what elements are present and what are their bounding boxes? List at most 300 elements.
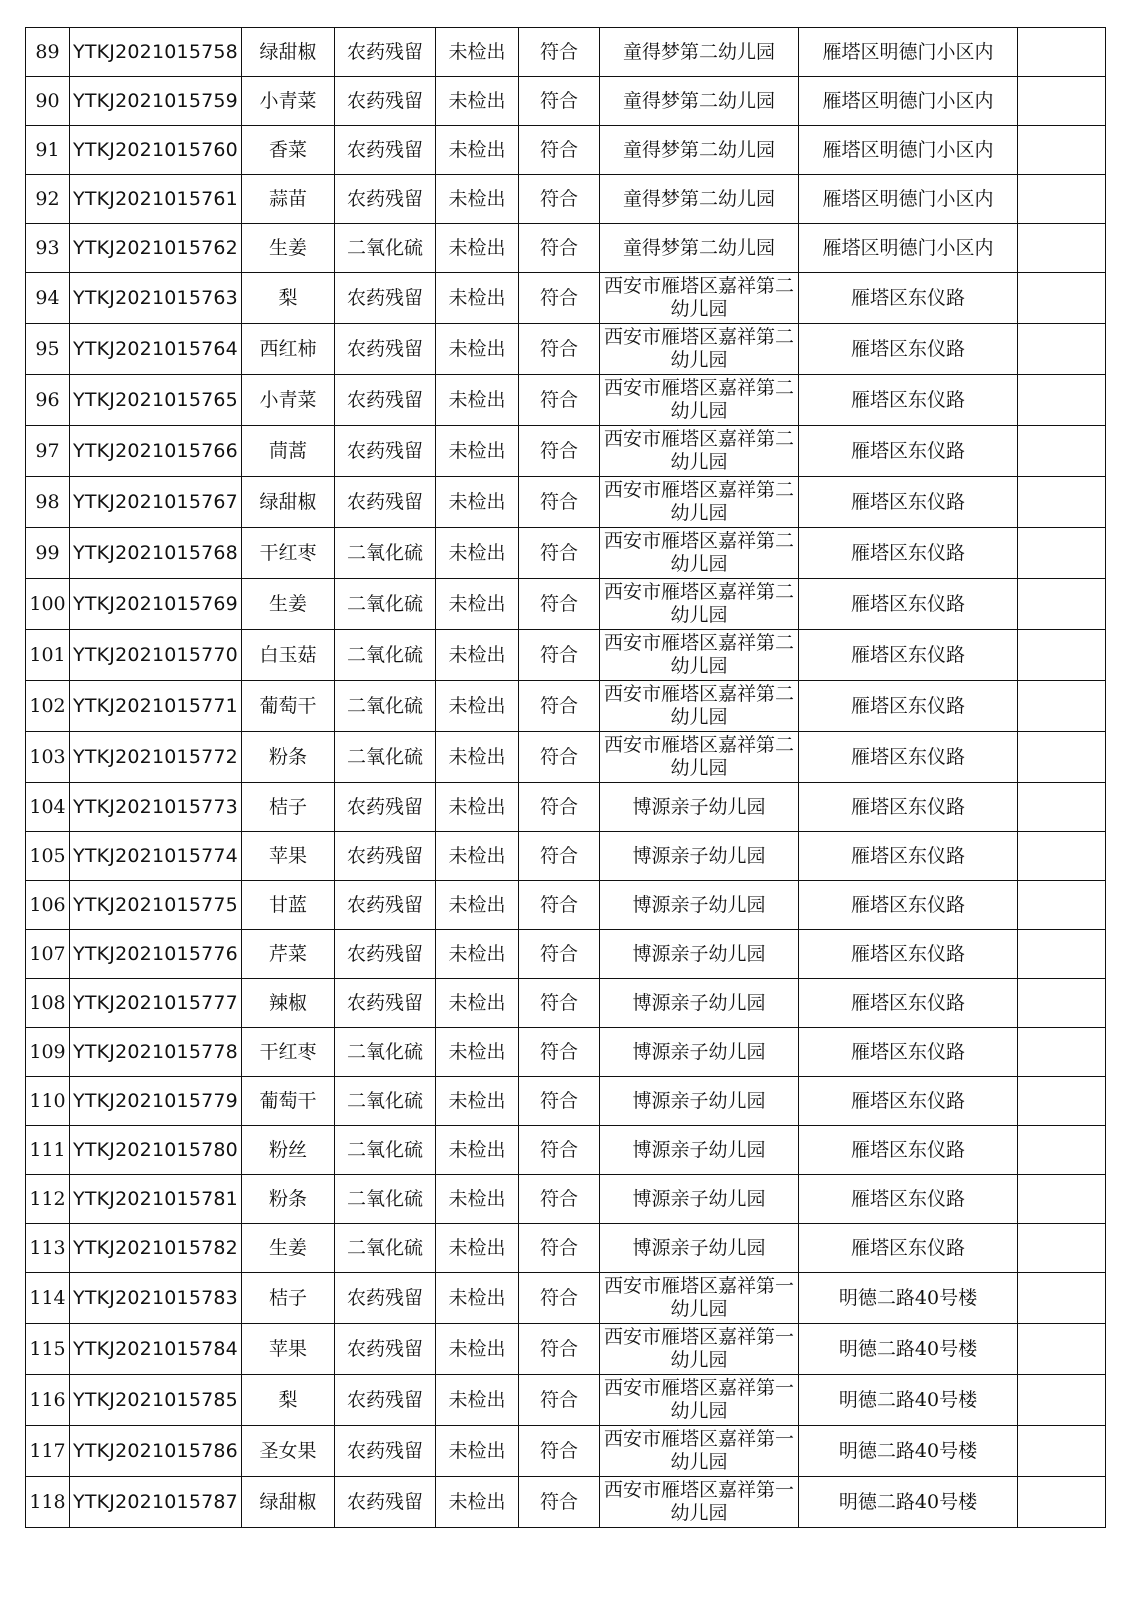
table-row <box>26 426 1106 477</box>
unit-address-cell: 雁塔区东仪路 <box>799 832 1018 881</box>
sampled-unit-cell: 童得梦第二幼儿园 <box>600 126 799 175</box>
row-number-cell: 89 <box>26 28 70 77</box>
remark-cell <box>1018 881 1106 930</box>
test-item-cell: 农药残留 <box>335 273 436 324</box>
test-result-cell: 未检出 <box>436 783 519 832</box>
sample-code-cell: YTKJ2021015762 <box>70 224 242 273</box>
sampled-unit-cell: 西安市雁塔区嘉祥第一幼儿园 <box>600 1426 799 1477</box>
conclusion-cell: 符合 <box>519 832 600 881</box>
row-number-cell: 92 <box>26 175 70 224</box>
sampled-unit-cell: 博源亲子幼儿园 <box>600 832 799 881</box>
table-row <box>26 579 1106 630</box>
sampled-unit-cell: 博源亲子幼儿园 <box>600 979 799 1028</box>
sampled-unit-cell: 西安市雁塔区嘉祥第二幼儿园 <box>600 426 799 477</box>
test-item-cell: 农药残留 <box>335 930 436 979</box>
sample-name-cell: 香菜 <box>242 126 335 175</box>
row-number-cell: 100 <box>26 579 70 630</box>
sample-name-cell: 茼蒿 <box>242 426 335 477</box>
table-row <box>26 1224 1106 1273</box>
sample-code-cell: YTKJ2021015760 <box>70 126 242 175</box>
sampled-unit-cell: 博源亲子幼儿园 <box>600 1224 799 1273</box>
table-row <box>26 783 1106 832</box>
inspection-results-table <box>25 27 1106 1528</box>
unit-address-cell: 雁塔区东仪路 <box>799 930 1018 979</box>
sample-code-cell: YTKJ2021015767 <box>70 477 242 528</box>
sample-name-cell: 苹果 <box>242 832 335 881</box>
sample-name-cell: 干红枣 <box>242 1028 335 1077</box>
remark-cell <box>1018 175 1106 224</box>
sampled-unit-cell: 西安市雁塔区嘉祥第二幼儿园 <box>600 324 799 375</box>
sample-code-cell: YTKJ2021015783 <box>70 1273 242 1324</box>
table-row <box>26 1175 1106 1224</box>
conclusion-cell: 符合 <box>519 1324 600 1375</box>
unit-address-cell: 雁塔区东仪路 <box>799 1126 1018 1175</box>
row-number-cell: 112 <box>26 1175 70 1224</box>
remark-cell <box>1018 681 1106 732</box>
table-row <box>26 375 1106 426</box>
table-row <box>26 681 1106 732</box>
remark-cell <box>1018 1324 1106 1375</box>
conclusion-cell: 符合 <box>519 930 600 979</box>
sample-code-cell: YTKJ2021015782 <box>70 1224 242 1273</box>
sampled-unit-cell: 童得梦第二幼儿园 <box>600 224 799 273</box>
sample-name-cell: 粉丝 <box>242 1126 335 1175</box>
conclusion-cell: 符合 <box>519 1375 600 1426</box>
test-item-cell: 农药残留 <box>335 1477 436 1528</box>
sample-name-cell: 蒜苗 <box>242 175 335 224</box>
remark-cell <box>1018 1224 1106 1273</box>
unit-address-cell: 雁塔区东仪路 <box>799 881 1018 930</box>
unit-address-cell: 雁塔区东仪路 <box>799 1028 1018 1077</box>
sampled-unit-cell: 西安市雁塔区嘉祥第二幼儿园 <box>600 579 799 630</box>
sampled-unit-cell: 西安市雁塔区嘉祥第二幼儿园 <box>600 528 799 579</box>
test-result-cell: 未检出 <box>436 1477 519 1528</box>
unit-address-cell: 雁塔区东仪路 <box>799 1077 1018 1126</box>
test-result-cell: 未检出 <box>436 477 519 528</box>
table-body <box>26 28 1106 1528</box>
sample-name-cell: 辣椒 <box>242 979 335 1028</box>
test-result-cell: 未检出 <box>436 273 519 324</box>
sample-code-cell: YTKJ2021015777 <box>70 979 242 1028</box>
unit-address-cell: 雁塔区东仪路 <box>799 1224 1018 1273</box>
remark-cell <box>1018 1273 1106 1324</box>
remark-cell <box>1018 979 1106 1028</box>
sample-name-cell: 桔子 <box>242 783 335 832</box>
sample-code-cell: YTKJ2021015776 <box>70 930 242 979</box>
row-number-cell: 97 <box>26 426 70 477</box>
conclusion-cell: 符合 <box>519 732 600 783</box>
conclusion-cell: 符合 <box>519 1477 600 1528</box>
sampled-unit-cell: 西安市雁塔区嘉祥第二幼儿园 <box>600 732 799 783</box>
conclusion-cell: 符合 <box>519 783 600 832</box>
conclusion-cell: 符合 <box>519 1077 600 1126</box>
test-result-cell: 未检出 <box>436 1324 519 1375</box>
test-item-cell: 二氧化硫 <box>335 1175 436 1224</box>
conclusion-cell: 符合 <box>519 28 600 77</box>
sample-name-cell: 圣女果 <box>242 1426 335 1477</box>
sample-name-cell: 芹菜 <box>242 930 335 979</box>
sample-code-cell: YTKJ2021015761 <box>70 175 242 224</box>
table-row <box>26 126 1106 175</box>
unit-address-cell: 明德二路40号楼 <box>799 1375 1018 1426</box>
test-result-cell: 未检出 <box>436 126 519 175</box>
test-result-cell: 未检出 <box>436 930 519 979</box>
test-item-cell: 二氧化硫 <box>335 1028 436 1077</box>
row-number-cell: 118 <box>26 1477 70 1528</box>
sample-code-cell: YTKJ2021015780 <box>70 1126 242 1175</box>
remark-cell <box>1018 783 1106 832</box>
sample-name-cell: 葡萄干 <box>242 681 335 732</box>
sample-name-cell: 生姜 <box>242 579 335 630</box>
unit-address-cell: 雁塔区东仪路 <box>799 528 1018 579</box>
row-number-cell: 105 <box>26 832 70 881</box>
row-number-cell: 111 <box>26 1126 70 1175</box>
test-result-cell: 未检出 <box>436 630 519 681</box>
test-item-cell: 二氧化硫 <box>335 224 436 273</box>
remark-cell <box>1018 126 1106 175</box>
test-item-cell: 农药残留 <box>335 1324 436 1375</box>
test-result-cell: 未检出 <box>436 832 519 881</box>
sample-code-cell: YTKJ2021015770 <box>70 630 242 681</box>
table-row <box>26 28 1106 77</box>
table-row <box>26 1028 1106 1077</box>
table-row <box>26 1477 1106 1528</box>
table-row <box>26 477 1106 528</box>
sampled-unit-cell: 博源亲子幼儿园 <box>600 930 799 979</box>
test-item-cell: 二氧化硫 <box>335 1077 436 1126</box>
test-item-cell: 二氧化硫 <box>335 681 436 732</box>
sample-code-cell: YTKJ2021015785 <box>70 1375 242 1426</box>
test-item-cell: 二氧化硫 <box>335 630 436 681</box>
remark-cell <box>1018 930 1106 979</box>
unit-address-cell: 雁塔区东仪路 <box>799 783 1018 832</box>
sample-code-cell: YTKJ2021015772 <box>70 732 242 783</box>
conclusion-cell: 符合 <box>519 979 600 1028</box>
test-item-cell: 农药残留 <box>335 832 436 881</box>
unit-address-cell: 雁塔区东仪路 <box>799 477 1018 528</box>
test-result-cell: 未检出 <box>436 1028 519 1077</box>
unit-address-cell: 雁塔区东仪路 <box>799 426 1018 477</box>
conclusion-cell: 符合 <box>519 477 600 528</box>
row-number-cell: 104 <box>26 783 70 832</box>
test-item-cell: 农药残留 <box>335 77 436 126</box>
test-item-cell: 农药残留 <box>335 881 436 930</box>
remark-cell <box>1018 528 1106 579</box>
sample-name-cell: 小青菜 <box>242 375 335 426</box>
sample-code-cell: YTKJ2021015763 <box>70 273 242 324</box>
sampled-unit-cell: 西安市雁塔区嘉祥第一幼儿园 <box>600 1477 799 1528</box>
row-number-cell: 115 <box>26 1324 70 1375</box>
row-number-cell: 103 <box>26 732 70 783</box>
row-number-cell: 102 <box>26 681 70 732</box>
unit-address-cell: 雁塔区东仪路 <box>799 630 1018 681</box>
remark-cell <box>1018 1126 1106 1175</box>
remark-cell <box>1018 1426 1106 1477</box>
sample-code-cell: YTKJ2021015759 <box>70 77 242 126</box>
conclusion-cell: 符合 <box>519 881 600 930</box>
unit-address-cell: 雁塔区明德门小区内 <box>799 126 1018 175</box>
conclusion-cell: 符合 <box>519 1224 600 1273</box>
test-result-cell: 未检出 <box>436 426 519 477</box>
sampled-unit-cell: 西安市雁塔区嘉祥第一幼儿园 <box>600 1273 799 1324</box>
conclusion-cell: 符合 <box>519 426 600 477</box>
row-number-cell: 116 <box>26 1375 70 1426</box>
row-number-cell: 93 <box>26 224 70 273</box>
row-number-cell: 99 <box>26 528 70 579</box>
row-number-cell: 108 <box>26 979 70 1028</box>
test-result-cell: 未检出 <box>436 1077 519 1126</box>
conclusion-cell: 符合 <box>519 1126 600 1175</box>
remark-cell <box>1018 375 1106 426</box>
test-item-cell: 农药残留 <box>335 1273 436 1324</box>
sample-code-cell: YTKJ2021015775 <box>70 881 242 930</box>
table-row <box>26 832 1106 881</box>
table-row <box>26 528 1106 579</box>
test-item-cell: 农药残留 <box>335 28 436 77</box>
sampled-unit-cell: 西安市雁塔区嘉祥第二幼儿园 <box>600 375 799 426</box>
unit-address-cell: 雁塔区明德门小区内 <box>799 175 1018 224</box>
sampled-unit-cell: 西安市雁塔区嘉祥第二幼儿园 <box>600 273 799 324</box>
sample-name-cell: 绿甜椒 <box>242 28 335 77</box>
sample-code-cell: YTKJ2021015766 <box>70 426 242 477</box>
sampled-unit-cell: 博源亲子幼儿园 <box>600 1077 799 1126</box>
test-result-cell: 未检出 <box>436 979 519 1028</box>
sampled-unit-cell: 西安市雁塔区嘉祥第二幼儿园 <box>600 477 799 528</box>
test-result-cell: 未检出 <box>436 175 519 224</box>
unit-address-cell: 明德二路40号楼 <box>799 1477 1018 1528</box>
test-result-cell: 未检出 <box>436 1175 519 1224</box>
remark-cell <box>1018 1175 1106 1224</box>
test-item-cell: 农药残留 <box>335 979 436 1028</box>
sampled-unit-cell: 博源亲子幼儿园 <box>600 881 799 930</box>
row-number-cell: 117 <box>26 1426 70 1477</box>
test-item-cell: 农药残留 <box>335 1375 436 1426</box>
row-number-cell: 90 <box>26 77 70 126</box>
sample-name-cell: 桔子 <box>242 1273 335 1324</box>
row-number-cell: 94 <box>26 273 70 324</box>
sampled-unit-cell: 童得梦第二幼儿园 <box>600 175 799 224</box>
remark-cell <box>1018 630 1106 681</box>
table-row <box>26 273 1106 324</box>
conclusion-cell: 符合 <box>519 224 600 273</box>
conclusion-cell: 符合 <box>519 77 600 126</box>
test-item-cell: 二氧化硫 <box>335 579 436 630</box>
table-row <box>26 630 1106 681</box>
test-result-cell: 未检出 <box>436 732 519 783</box>
conclusion-cell: 符合 <box>519 175 600 224</box>
sample-code-cell: YTKJ2021015764 <box>70 324 242 375</box>
sampled-unit-cell: 博源亲子幼儿园 <box>600 783 799 832</box>
conclusion-cell: 符合 <box>519 1028 600 1077</box>
sample-name-cell: 白玉菇 <box>242 630 335 681</box>
sample-name-cell: 绿甜椒 <box>242 477 335 528</box>
sample-code-cell: YTKJ2021015778 <box>70 1028 242 1077</box>
test-result-cell: 未检出 <box>436 1273 519 1324</box>
row-number-cell: 113 <box>26 1224 70 1273</box>
sample-name-cell: 葡萄干 <box>242 1077 335 1126</box>
table-row <box>26 1426 1106 1477</box>
table-row <box>26 732 1106 783</box>
test-item-cell: 二氧化硫 <box>335 1224 436 1273</box>
conclusion-cell: 符合 <box>519 375 600 426</box>
test-result-cell: 未检出 <box>436 681 519 732</box>
test-item-cell: 农药残留 <box>335 1426 436 1477</box>
table-row <box>26 930 1106 979</box>
row-number-cell: 107 <box>26 930 70 979</box>
row-number-cell: 114 <box>26 1273 70 1324</box>
sample-code-cell: YTKJ2021015786 <box>70 1426 242 1477</box>
row-number-cell: 109 <box>26 1028 70 1077</box>
sample-code-cell: YTKJ2021015773 <box>70 783 242 832</box>
unit-address-cell: 雁塔区明德门小区内 <box>799 28 1018 77</box>
remark-cell <box>1018 477 1106 528</box>
unit-address-cell: 明德二路40号楼 <box>799 1426 1018 1477</box>
sampled-unit-cell: 童得梦第二幼儿园 <box>600 77 799 126</box>
sample-code-cell: YTKJ2021015768 <box>70 528 242 579</box>
conclusion-cell: 符合 <box>519 1426 600 1477</box>
sampled-unit-cell: 西安市雁塔区嘉祥第一幼儿园 <box>600 1375 799 1426</box>
row-number-cell: 98 <box>26 477 70 528</box>
sample-name-cell: 绿甜椒 <box>242 1477 335 1528</box>
table-row <box>26 1324 1106 1375</box>
unit-address-cell: 雁塔区东仪路 <box>799 732 1018 783</box>
sample-code-cell: YTKJ2021015779 <box>70 1077 242 1126</box>
sample-name-cell: 生姜 <box>242 1224 335 1273</box>
table-row <box>26 1273 1106 1324</box>
conclusion-cell: 符合 <box>519 273 600 324</box>
sampled-unit-cell: 博源亲子幼儿园 <box>600 1126 799 1175</box>
table-row <box>26 324 1106 375</box>
unit-address-cell: 雁塔区东仪路 <box>799 579 1018 630</box>
test-item-cell: 农药残留 <box>335 477 436 528</box>
test-item-cell: 农药残留 <box>335 426 436 477</box>
remark-cell <box>1018 1077 1106 1126</box>
sample-name-cell: 梨 <box>242 1375 335 1426</box>
test-result-cell: 未检出 <box>436 1126 519 1175</box>
table-row <box>26 1126 1106 1175</box>
remark-cell <box>1018 1375 1106 1426</box>
conclusion-cell: 符合 <box>519 528 600 579</box>
sample-code-cell: YTKJ2021015787 <box>70 1477 242 1528</box>
test-result-cell: 未检出 <box>436 1224 519 1273</box>
unit-address-cell: 雁塔区明德门小区内 <box>799 224 1018 273</box>
table-row <box>26 77 1106 126</box>
test-item-cell: 农药残留 <box>335 126 436 175</box>
test-result-cell: 未检出 <box>436 579 519 630</box>
row-number-cell: 101 <box>26 630 70 681</box>
row-number-cell: 106 <box>26 881 70 930</box>
conclusion-cell: 符合 <box>519 630 600 681</box>
row-number-cell: 96 <box>26 375 70 426</box>
sample-name-cell: 小青菜 <box>242 77 335 126</box>
sample-name-cell: 苹果 <box>242 1324 335 1375</box>
test-result-cell: 未检出 <box>436 77 519 126</box>
table-row <box>26 1077 1106 1126</box>
remark-cell <box>1018 28 1106 77</box>
row-number-cell: 110 <box>26 1077 70 1126</box>
sample-name-cell: 生姜 <box>242 224 335 273</box>
sample-name-cell: 粉条 <box>242 732 335 783</box>
sampled-unit-cell: 童得梦第二幼儿园 <box>600 28 799 77</box>
sample-code-cell: YTKJ2021015774 <box>70 832 242 881</box>
test-result-cell: 未检出 <box>436 881 519 930</box>
sample-code-cell: YTKJ2021015784 <box>70 1324 242 1375</box>
remark-cell <box>1018 732 1106 783</box>
remark-cell <box>1018 324 1106 375</box>
sample-name-cell: 粉条 <box>242 1175 335 1224</box>
conclusion-cell: 符合 <box>519 1273 600 1324</box>
test-result-cell: 未检出 <box>436 28 519 77</box>
test-item-cell: 二氧化硫 <box>335 1126 436 1175</box>
sampled-unit-cell: 博源亲子幼儿园 <box>600 1028 799 1077</box>
row-number-cell: 91 <box>26 126 70 175</box>
unit-address-cell: 雁塔区东仪路 <box>799 681 1018 732</box>
sample-name-cell: 西红柿 <box>242 324 335 375</box>
test-result-cell: 未检出 <box>436 1426 519 1477</box>
remark-cell <box>1018 224 1106 273</box>
test-result-cell: 未检出 <box>436 324 519 375</box>
test-result-cell: 未检出 <box>436 375 519 426</box>
sampled-unit-cell: 西安市雁塔区嘉祥第二幼儿园 <box>600 630 799 681</box>
table-row <box>26 881 1106 930</box>
remark-cell <box>1018 832 1106 881</box>
sample-code-cell: YTKJ2021015765 <box>70 375 242 426</box>
unit-address-cell: 雁塔区东仪路 <box>799 375 1018 426</box>
remark-cell <box>1018 1028 1106 1077</box>
conclusion-cell: 符合 <box>519 681 600 732</box>
unit-address-cell: 雁塔区明德门小区内 <box>799 77 1018 126</box>
test-item-cell: 二氧化硫 <box>335 528 436 579</box>
table-row <box>26 979 1106 1028</box>
test-result-cell: 未检出 <box>436 224 519 273</box>
conclusion-cell: 符合 <box>519 579 600 630</box>
unit-address-cell: 雁塔区东仪路 <box>799 979 1018 1028</box>
unit-address-cell: 明德二路40号楼 <box>799 1324 1018 1375</box>
sample-name-cell: 甘蓝 <box>242 881 335 930</box>
conclusion-cell: 符合 <box>519 1175 600 1224</box>
sample-name-cell: 梨 <box>242 273 335 324</box>
test-item-cell: 二氧化硫 <box>335 732 436 783</box>
sampled-unit-cell: 博源亲子幼儿园 <box>600 1175 799 1224</box>
conclusion-cell: 符合 <box>519 126 600 175</box>
unit-address-cell: 雁塔区东仪路 <box>799 1175 1018 1224</box>
sampled-unit-cell: 西安市雁塔区嘉祥第二幼儿园 <box>600 681 799 732</box>
sample-code-cell: YTKJ2021015781 <box>70 1175 242 1224</box>
test-result-cell: 未检出 <box>436 528 519 579</box>
table-row <box>26 175 1106 224</box>
remark-cell <box>1018 273 1106 324</box>
row-number-cell: 95 <box>26 324 70 375</box>
remark-cell <box>1018 426 1106 477</box>
table-row <box>26 224 1106 273</box>
test-item-cell: 农药残留 <box>335 375 436 426</box>
remark-cell <box>1018 77 1106 126</box>
remark-cell <box>1018 579 1106 630</box>
unit-address-cell: 雁塔区东仪路 <box>799 324 1018 375</box>
sample-name-cell: 干红枣 <box>242 528 335 579</box>
sample-code-cell: YTKJ2021015769 <box>70 579 242 630</box>
test-item-cell: 农药残留 <box>335 175 436 224</box>
test-result-cell: 未检出 <box>436 1375 519 1426</box>
conclusion-cell: 符合 <box>519 324 600 375</box>
sampled-unit-cell: 西安市雁塔区嘉祥第一幼儿园 <box>600 1324 799 1375</box>
unit-address-cell: 明德二路40号楼 <box>799 1273 1018 1324</box>
test-item-cell: 农药残留 <box>335 783 436 832</box>
table-row <box>26 1375 1106 1426</box>
remark-cell <box>1018 1477 1106 1528</box>
sample-code-cell: YTKJ2021015771 <box>70 681 242 732</box>
unit-address-cell: 雁塔区东仪路 <box>799 273 1018 324</box>
